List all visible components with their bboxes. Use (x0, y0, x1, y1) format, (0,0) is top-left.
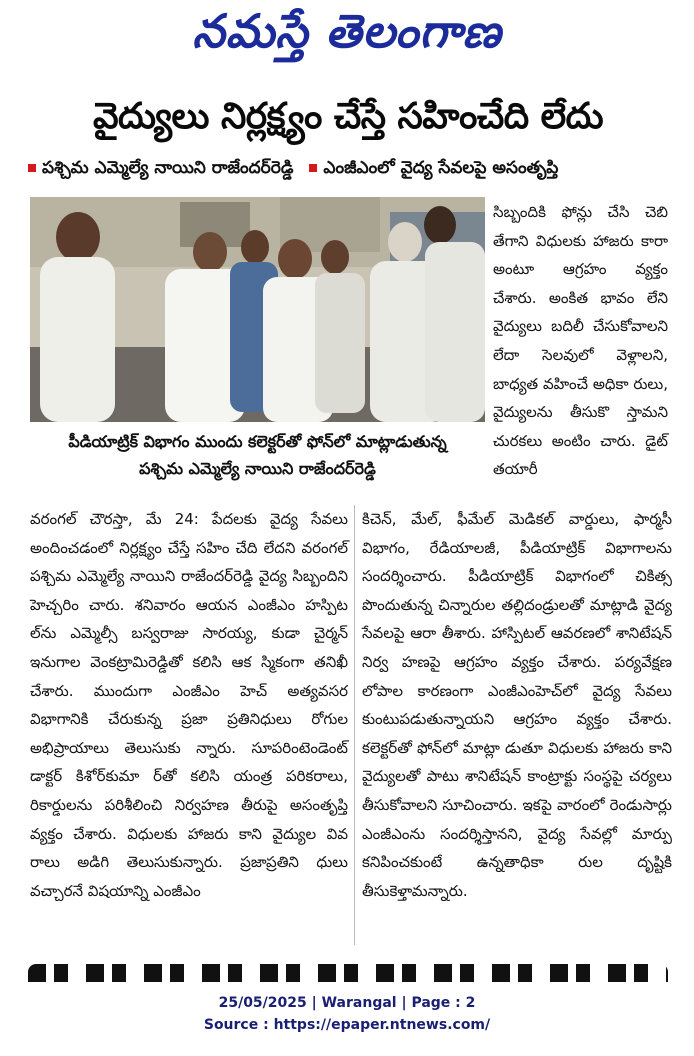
page-footer (0, 992, 694, 1036)
article-paragraph: కిచెన్, మేల్, ఫీమేల్ మెడికల్ వార్డులు, ఫార్మసీ విభాగం, రేడియాలజీ, పీడియాట్రిక్ విభాగాలను సందర్శించారు. పీడియాట్రిక్ విభాగంలో చికిత్స పొందుతున్న చిన్నారుల తల్లిదండ్రులతో మాట్లాడి వైద్య సేవలపై ఆరా తీశారు. హాస్పిటల్ ఆవరణలో శానిటేషన్ నిర్వ హణపై ఆగ్రహం వ్యక్తం చేశారు. పర్యవేక్షణ లోపాల కారణంగా ఎంజీఎంహెచ్‌లో వైద్య సేవలు కుంటుపడుతున్నాయని ఆగ్రహం వ్యక్తం చేశారు. కలెక్టర్‌తో ఫోన్‌లో మాట్లా డుతూ విధులకు హాజరు కాని వైద్యులతో పాటు శానిటేషన్ కాంట్రాక్టు సంస్థపై చర్యలు తీసుకోవాలని సూచించారు. ఇకపై వారంలో రెండుసార్లు ఎంజీఎంను సందర్శిస్తానని, వైద్య సేవల్లో మార్పు కనిపించకుంటే ఉన్నతాధికా రుల దృష్టికి తీసుకెళ్తామన్నారు. (362, 510, 672, 900)
article-sublines (28, 158, 678, 182)
footer-source-link[interactable]: Source : https://epaper.ntnews.com/ (203, 1017, 491, 1033)
subline-item (28, 158, 293, 182)
subline-text: పశ్చిమ ఎమ్మెల్యే నాయిని రాజేందర్‌రెడ్డి (42, 158, 294, 178)
caption-line: పశ్చిమ ఎమ్మెల్యే నాయిని రాజేందర్‌రెడ్డి (139, 459, 376, 478)
newspaper-logo: నమస్తే తెలంగాణ (192, 4, 502, 58)
bullet-icon (309, 164, 317, 172)
masthead (0, 0, 694, 82)
caption-line: పీడియాట్రిక్ విభాగం ముందు కలెక్టర్‌తో ఫోన్‌లో మాట్లాడుతున్న (68, 432, 447, 451)
cropped-next-headline (28, 960, 668, 982)
article-column-right-top (493, 198, 668, 484)
article-photo (30, 197, 485, 422)
footer-edition-line: 25/05/2025 | Warangal | Page : 2 (218, 995, 476, 1011)
subline-item (309, 158, 558, 182)
photo-caption (30, 428, 485, 482)
hospital-visit-photo (30, 197, 485, 422)
article-column-right (362, 505, 672, 905)
subline-text: ఎంజీఎంలో వైద్య సేవలపై అసంతృప్తి (323, 158, 559, 178)
article-paragraph: వరంగల్ చౌరస్తా, మే 24: పేదలకు వైద్య సేవలు అందించడంలో నిర్లక్ష్యం చేస్తే సహిం చేది లేదని వరంగల్ పశ్చిమ ఎమ్మెల్యే నాయిని రాజేందర్‌రెడ్డి వైద్య సిబ్బందిని హెచ్చరిం చారు. శనివారం ఆయన ఎంజీఎం హస్పిట ల్‌ను ఎమ్మెల్సీ బస్వరాజు సారయ్య, కుడా చైర్మన్ ఇనుగాల వెంకట్రామిరెడ్డితో కలిసి ఆక స్మికంగా తనిఖీ చేశారు. ముందుగా ఎంజీఎం హెచ్ అత్యవసర విభాగానికి చేరుకున్న ప్రజా ప్రతినిధులు రోగుల అభిప్రాయాలు తెలుసుకు న్నారు. సూపరింటెండెంట్ డాక్టర్ కిశోర్‌కుమా ర్‌తో కలిసి యంత్ర పరికరాలు, రికార్డులను పరిశీలించి నిర్వహణ తీరుపై అసంతృప్తి వ్యక్తం చేశారు. విధులకు హాజరు కాని వైద్యుల వివ రాలు అడిగి తెలుసుకున్నారు. ప్రజాప్రతిని ధులు వచ్చారనే విషయాన్ని ఎంజీఎం (30, 510, 348, 900)
bullet-icon (28, 164, 36, 172)
column-divider (354, 505, 355, 945)
article-column-left (30, 505, 348, 905)
article-paragraph: సిబ్బందికి ఫోన్లు చేసి చెబి తేగాని విధులకు హాజరు కారా అంటూ ఆగ్రహం వ్యక్తం చేశారు. అంకిత భావం లేని వైద్యులు బదిలీ చేసుకోవాలని లేదా సెలవులో వెళ్లాలని, బాధ్యత వహించే అధికా రులు, వైద్యులను తీసుకొ స్తామని చురకలు అంటిం చారు. డైట్ తయారీ (493, 203, 668, 479)
article-headline: వైద్యులు నిర్లక్ష్యం చేస్తే సహించేది లేదు (92, 96, 604, 137)
